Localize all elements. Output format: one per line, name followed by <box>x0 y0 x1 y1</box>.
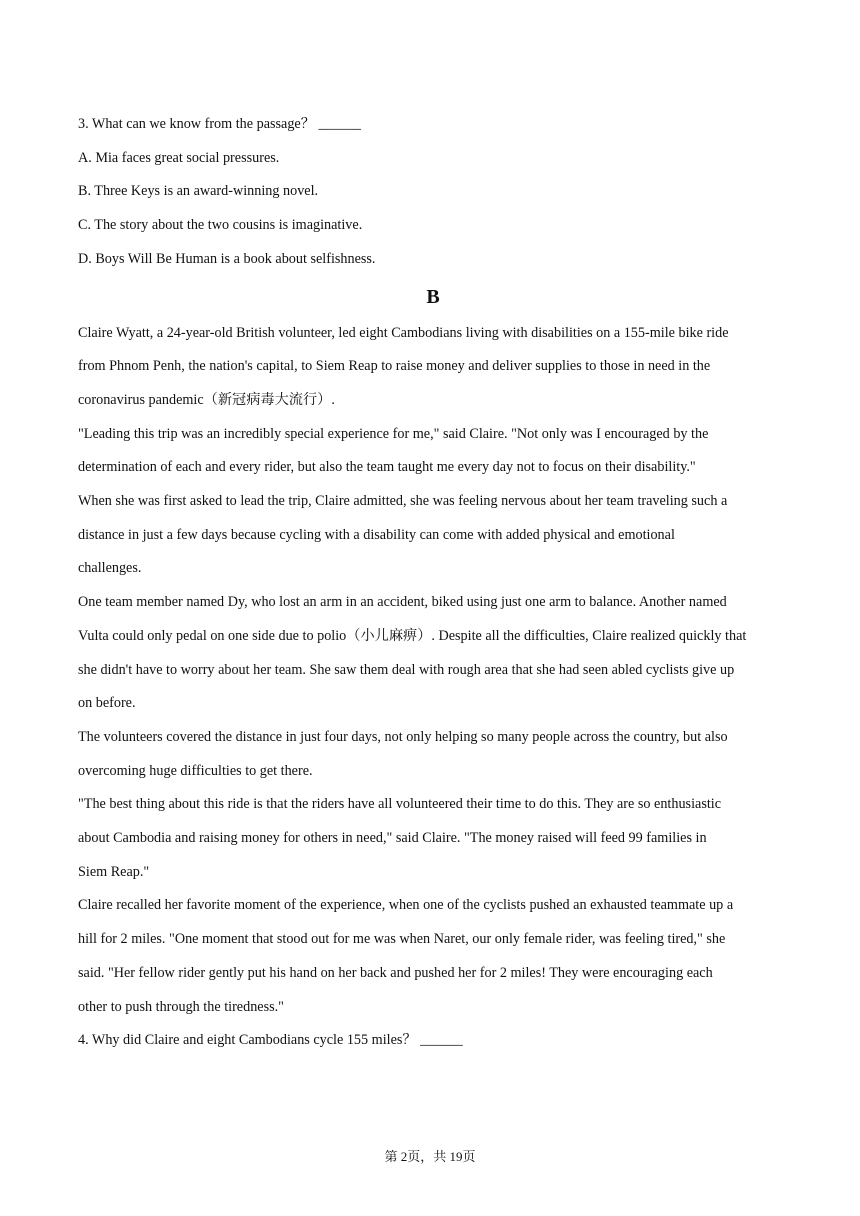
passage-line: One team member named Dy, who lost an arm in an accident, biked using just one arm to balance. Another named <box>78 594 727 611</box>
passage-line: Claire recalled her favorite moment of the experience, when one of the cyclists pushed an exhausted teammate up a <box>78 897 734 914</box>
question-3-stem: 3. What can we know from the passage？ ______ <box>78 116 362 132</box>
document-page <box>78 108 788 1058</box>
passage-line: "The best thing about this ride is that the riders have all volunteered their time to do this. They are so enthusiastic <box>78 796 722 813</box>
question-4-stem: 4. Why did Claire and eight Cambodians cycle 155 miles？ ______ <box>78 1032 463 1049</box>
question-3-option-b: B. Three Keys is an award-winning novel. <box>78 183 319 200</box>
passage-line: hill for 2 miles. "One moment that stood out for me was when Naret, our only female rider, was feeling tired," she <box>78 931 726 948</box>
question-3-option-c: C. The story about the two cousins is imaginative. <box>78 217 363 234</box>
passage-line: Vulta could only pedal on one side due to polio（小儿麻痹）. Despite all the difficulties, Claire realized quickly that <box>78 627 747 644</box>
passage-line: determination of each and every rider, but also the team taught me every day not to focus on their disability." <box>78 459 696 476</box>
passage-line: on before. <box>78 695 136 712</box>
passage-line: about Cambodia and raising money for others in need," said Claire. "The money raised will feed 99 families in <box>78 830 707 847</box>
section-b-title: B <box>426 285 440 308</box>
passage-line: The volunteers covered the distance in just four days, not only helping so many people across the country, but also <box>78 728 728 745</box>
passage-line: overcoming huge difficulties to get there. <box>78 762 313 779</box>
page-footer: 第 2页，共 19页 <box>384 1149 476 1164</box>
section-b-passage <box>78 317 788 1025</box>
question-3-option-d: D. Boys Will Be Human is a book about selfishness. <box>78 250 376 267</box>
passage-line: challenges. <box>78 560 142 577</box>
passage-line: other to push through the tiredness." <box>78 998 284 1015</box>
passage-line: she didn't have to worry about her team. She saw them deal with rough area that she had seen abled cyclists give up <box>78 661 735 678</box>
passage-line: coronavirus pandemic（新冠病毒大流行）. <box>78 391 335 408</box>
passage-line: distance in just a few days because cycling with a disability can come with added physical and emotional <box>78 526 675 543</box>
passage-line: Siem Reap." <box>78 863 150 880</box>
question-3-option-a: A. Mia faces great social pressures. <box>78 149 280 166</box>
question-3 <box>78 108 788 277</box>
passage-line: from Phnom Penh, the nation's capital, to Siem Reap to raise money and deliver supplies to those in need in the <box>78 358 711 375</box>
passage-line: Claire Wyatt, a 24-year-old British volunteer, led eight Cambodians living with disabilities on a 155-mile bike ride <box>78 324 729 341</box>
passage-line: When she was first asked to lead the trip, Claire admitted, she was feeling nervous about her team traveling such a <box>78 493 728 510</box>
passage-line: "Leading this trip was an incredibly special experience for me," said Claire. "Not only was I encouraged by the <box>78 425 709 442</box>
passage-line: said. "Her fellow rider gently put his hand on her back and pushed her for 2 miles! They were encouraging each <box>78 964 713 981</box>
